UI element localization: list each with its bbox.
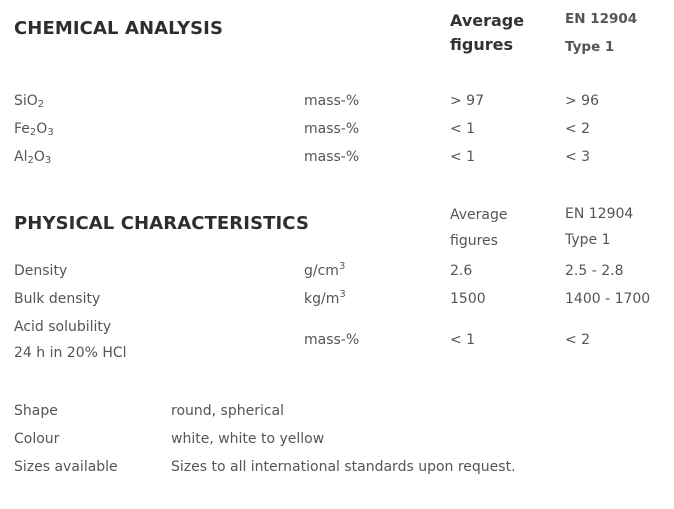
chemical-row-label: $Fe_2O_3$ — [14, 121, 54, 138]
chemical-std-header-line1: EN 12904 — [565, 11, 638, 27]
physical-characteristics-title: PHYSICAL CHARACTERISTICS — [14, 213, 310, 234]
physical-row-label: Acid solubility — [14, 319, 112, 335]
chemical-row-std: < 2 — [565, 121, 591, 137]
physical-avg-header — [450, 202, 508, 254]
chemical-row-label: SiO$_2$ — [14, 93, 45, 110]
physical-std-header-line1: EN 12904 — [565, 206, 634, 222]
physical-row-std: 1400 - 1700 — [565, 291, 651, 307]
chemical-row-avg: < 1 — [450, 149, 476, 165]
chemical-row-label: $Al_2O_3$ — [14, 149, 52, 166]
chemical-avg-header-line2: figures — [450, 35, 513, 54]
physical-std-header — [565, 201, 633, 253]
physical-row-unit: mass-% — [304, 332, 360, 348]
physical-row-label: Density — [14, 263, 68, 279]
physical-row-label-secondary: 24 h in 20% HCl — [14, 345, 127, 361]
physical-row-avg: < 1 — [450, 332, 476, 348]
chemical-std-header-line2: Type 1 — [565, 39, 615, 55]
chemical-row-unit: mass-% — [304, 93, 360, 109]
physical-row-unit: $g/cm^3$ — [304, 261, 346, 279]
physical-row-avg: 2.6 — [450, 263, 473, 279]
chemical-analysis-title: CHEMICAL ANALYSIS — [14, 18, 224, 39]
physical-row-std: 2.5 - 2.8 — [565, 263, 624, 279]
property-label-shape: Shape — [14, 403, 58, 419]
physical-row-label: Bulk density — [14, 291, 101, 307]
chemical-row-unit: mass-% — [304, 121, 360, 137]
property-value-sizes: Sizes to all international standards upon request. — [171, 459, 516, 475]
physical-std-header-line2: Type 1 — [565, 232, 611, 248]
physical-avg-header-line2: figures — [450, 233, 498, 249]
property-value-colour: white, white to yellow — [171, 431, 325, 447]
property-label-colour: Colour — [14, 431, 60, 447]
chemical-row-unit: mass-% — [304, 149, 360, 165]
physical-avg-header-line1: Average — [450, 207, 508, 223]
physical-row-avg: 1500 — [450, 291, 486, 307]
chemical-row-avg: > 97 — [450, 93, 484, 109]
chemical-avg-header — [450, 9, 524, 57]
physical-row-std: < 2 — [565, 332, 591, 348]
chemical-std-header — [565, 5, 637, 61]
property-label-sizes: Sizes available — [14, 459, 118, 475]
property-value-shape: round, spherical — [171, 403, 285, 419]
chemical-row-std: > 96 — [565, 93, 599, 109]
chemical-avg-header-line1: Average — [450, 11, 525, 30]
physical-row-unit: $kg/m^3$ — [304, 289, 346, 307]
chemical-row-std: < 3 — [565, 149, 591, 165]
chemical-row-avg: < 1 — [450, 121, 476, 137]
